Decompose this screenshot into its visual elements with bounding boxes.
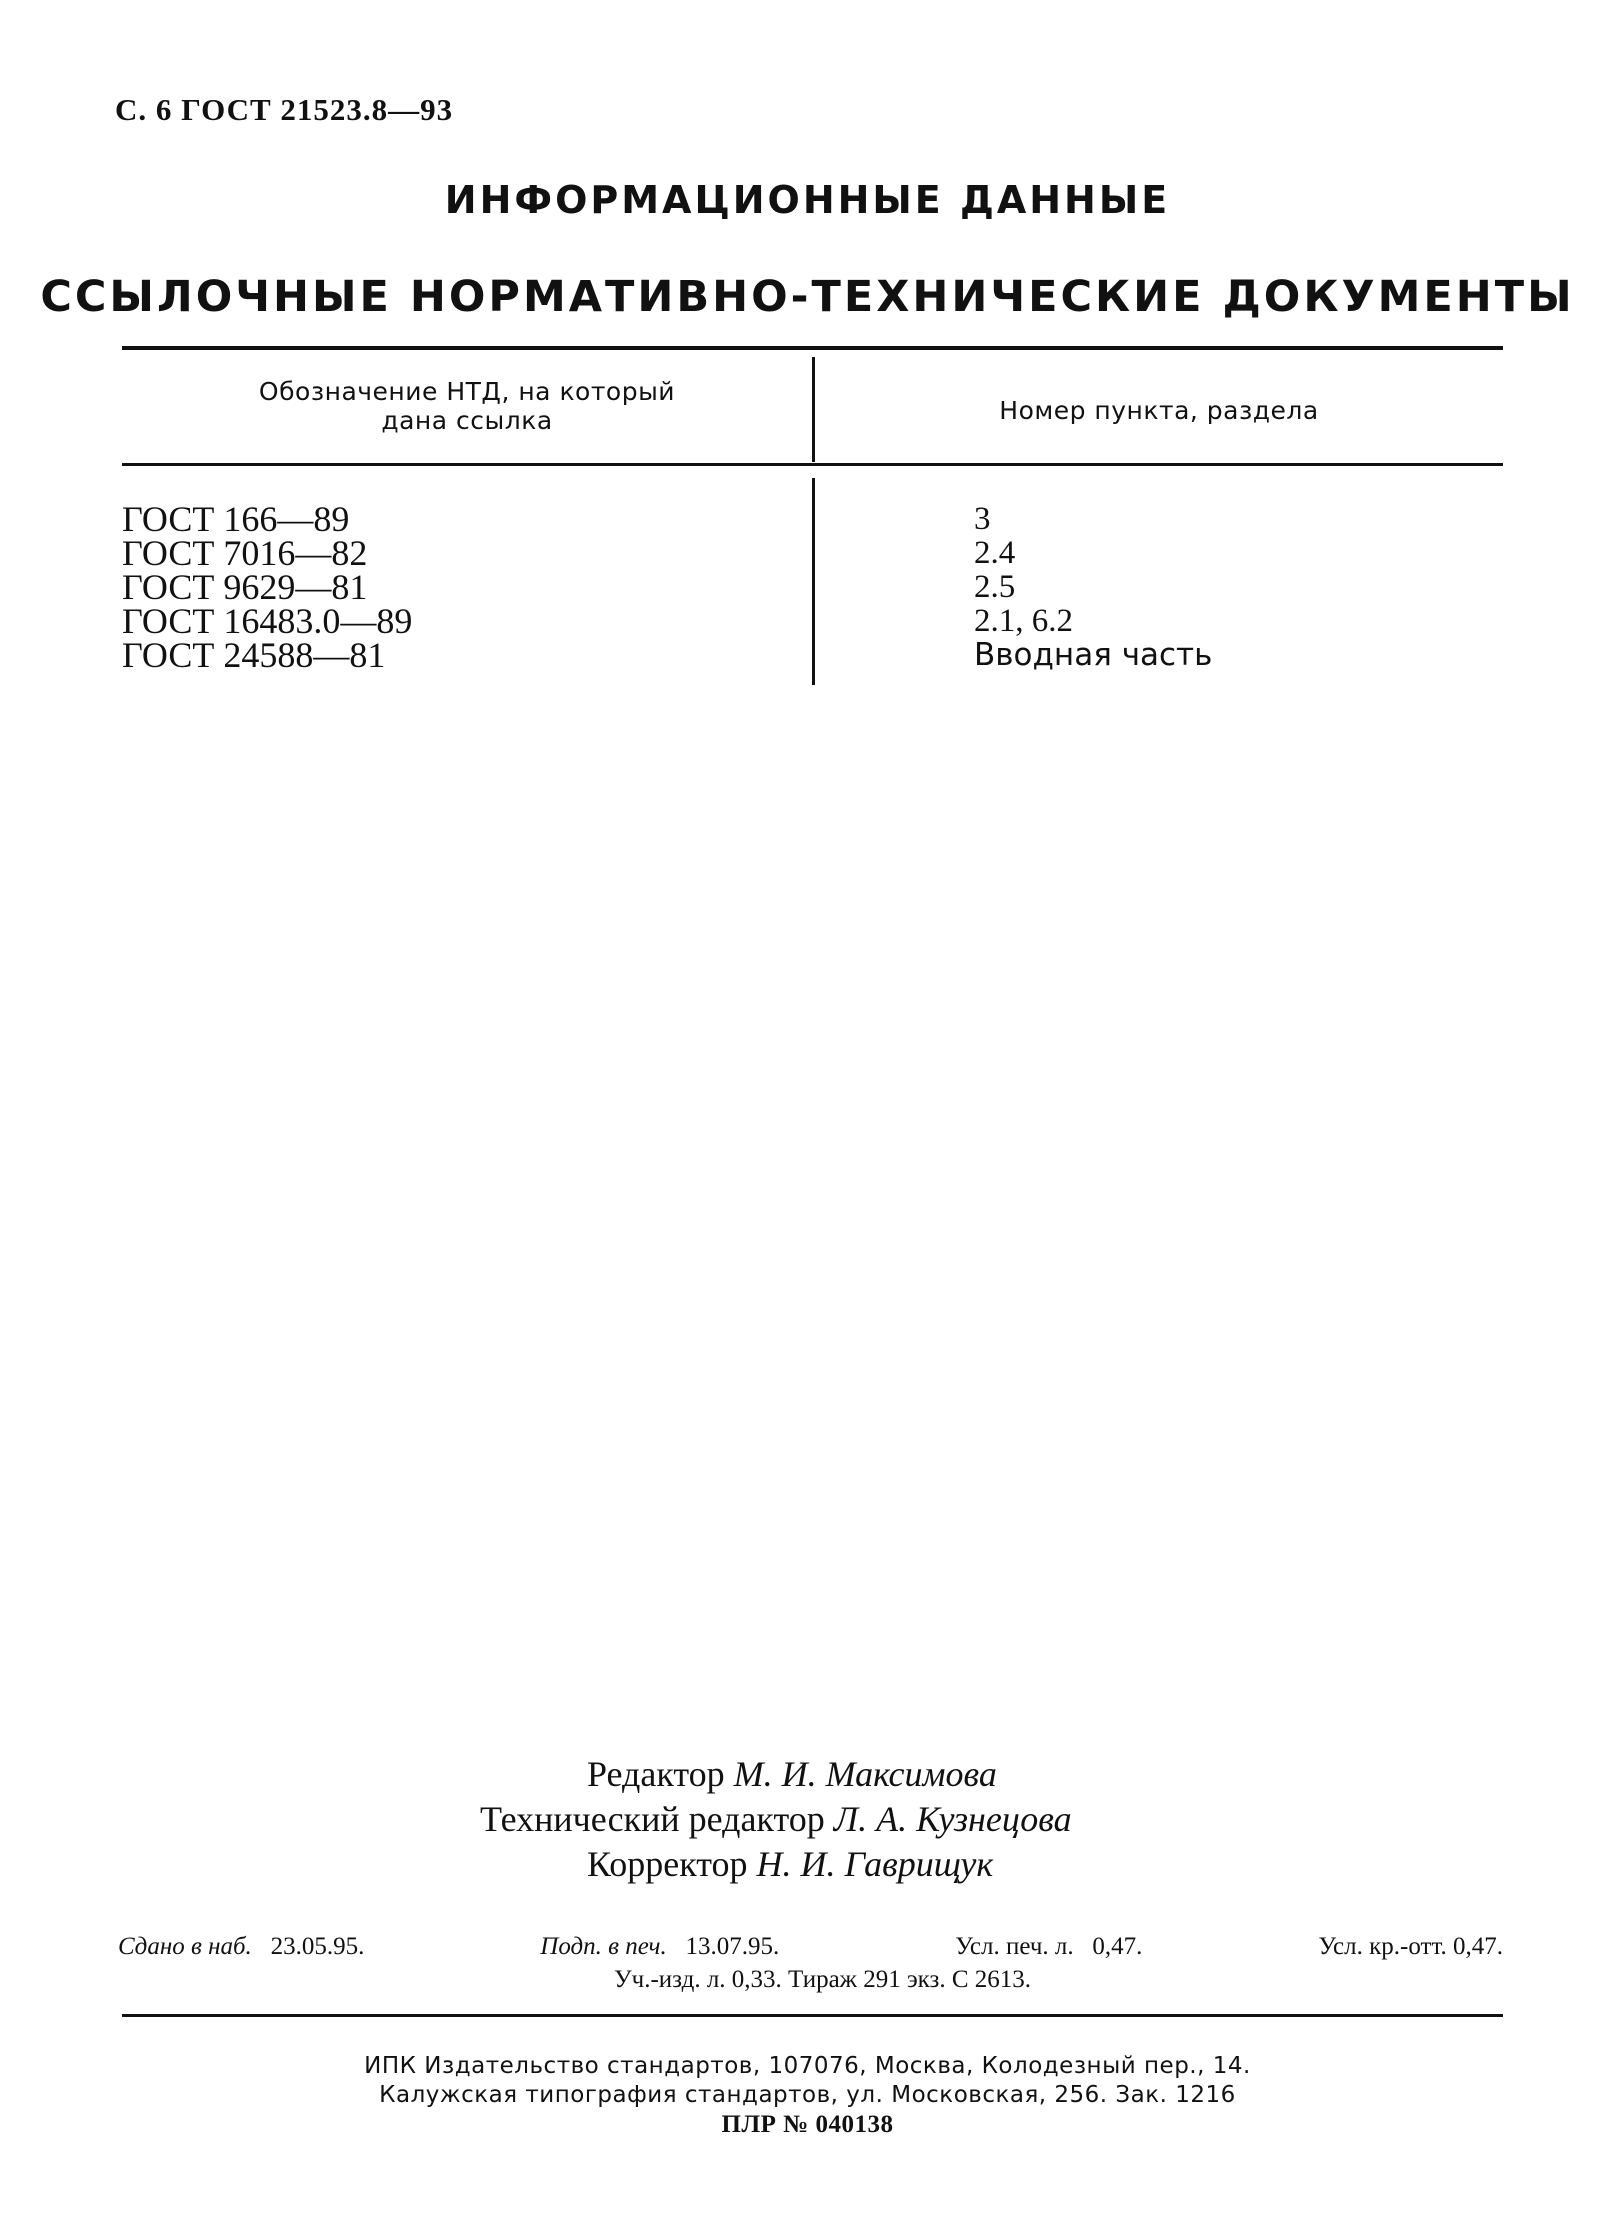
table-header-document-line2: дана ссылка <box>381 406 553 435</box>
header-bottom-rule <box>122 463 1503 466</box>
table-cell-document: ГОСТ 9629—81 <box>122 567 368 607</box>
table-top-rule <box>122 346 1503 350</box>
credit-person: Н. И. Гаврищук <box>756 1844 994 1884</box>
table-header-clause: Номер пункта, раздела <box>999 396 1319 425</box>
clause-column <box>974 502 1212 672</box>
imprint-sent <box>118 1933 364 1961</box>
imprint-sent-date: 23.05.95. <box>270 1933 365 1960</box>
document-column <box>122 499 413 675</box>
table-cell-clause: 3 <box>974 501 991 537</box>
publisher-line-1: ИПК Издательство стандартов, 107076, Москва, Колодезный пер., 14. <box>364 2053 1251 2079</box>
table-cell-document: ГОСТ 166—89 <box>122 499 350 539</box>
table-cell-clause: 2.1, 6.2 <box>974 603 1073 639</box>
imprint-color-prints-label: Усл. кр.-отт. <box>1318 1933 1447 1960</box>
credit-role: Технический редактор <box>480 1799 834 1839</box>
body-column-divider <box>812 478 815 685</box>
table-cell-document: ГОСТ 24588—81 <box>122 635 386 675</box>
imprint-signed-label: Подп. в печ. <box>540 1933 667 1960</box>
imprint-line-2: Уч.-изд. л. 0,33. Тираж 291 экз. С 2613. <box>613 1966 1032 1993</box>
page-header: С. 6 ГОСТ 21523.8—93 <box>115 92 454 127</box>
imprint-color-prints <box>1318 1933 1503 1961</box>
table-cell-clause: Вводная часть <box>974 637 1213 673</box>
imprint-print-sheets <box>955 1933 1142 1961</box>
credit-role: Корректор <box>587 1844 757 1884</box>
references-title: ССЫЛОЧНЫЕ НОРМАТИВНО-ТЕХНИЧЕСКИЕ ДОКУМЕНТЫ <box>40 272 1575 322</box>
table-cell-document: ГОСТ 16483.0—89 <box>122 601 413 641</box>
imprint-signed-date: 13.07.95. <box>685 1933 780 1960</box>
imprint-color-prints-value: 0,47. <box>1453 1933 1503 1960</box>
credit-role: Редактор <box>587 1754 734 1794</box>
publisher-line-2: Калужская типография стандартов, ул. Московская, 256. Зак. 1216 <box>379 2082 1236 2108</box>
credit-editor <box>0 1752 1615 1797</box>
table-header-document <box>122 377 812 435</box>
imprint-print-sheets-value: 0,47. <box>1092 1933 1143 1960</box>
imprint-line-1 <box>118 1933 1503 1961</box>
info-title: ИНФОРМАЦИОННЫЕ ДАННЫЕ <box>444 178 1171 222</box>
table-cell-clause: 2.5 <box>974 569 1016 605</box>
publisher-block <box>0 2052 1615 2139</box>
credit-tech-editor <box>0 1797 1615 1842</box>
imprint-signed <box>540 1933 779 1961</box>
imprint-rule <box>122 2014 1503 2017</box>
table-cell-clause: 2.4 <box>974 535 1016 571</box>
credit-person: М. И. Максимова <box>733 1754 997 1794</box>
credit-proofreader <box>0 1842 1615 1887</box>
table-header-document-line1: Обозначение НТД, на который <box>258 377 676 406</box>
imprint-sent-label: Сдано в наб. <box>118 1933 252 1960</box>
credit-person: Л. А. Кузнецова <box>833 1799 1072 1839</box>
publisher-license: ПЛР № 040138 <box>721 2111 894 2138</box>
imprint-print-sheets-label: Усл. печ. л. <box>955 1933 1074 1960</box>
table-cell-document: ГОСТ 7016—82 <box>122 533 368 573</box>
credits-block <box>0 1752 1615 1887</box>
